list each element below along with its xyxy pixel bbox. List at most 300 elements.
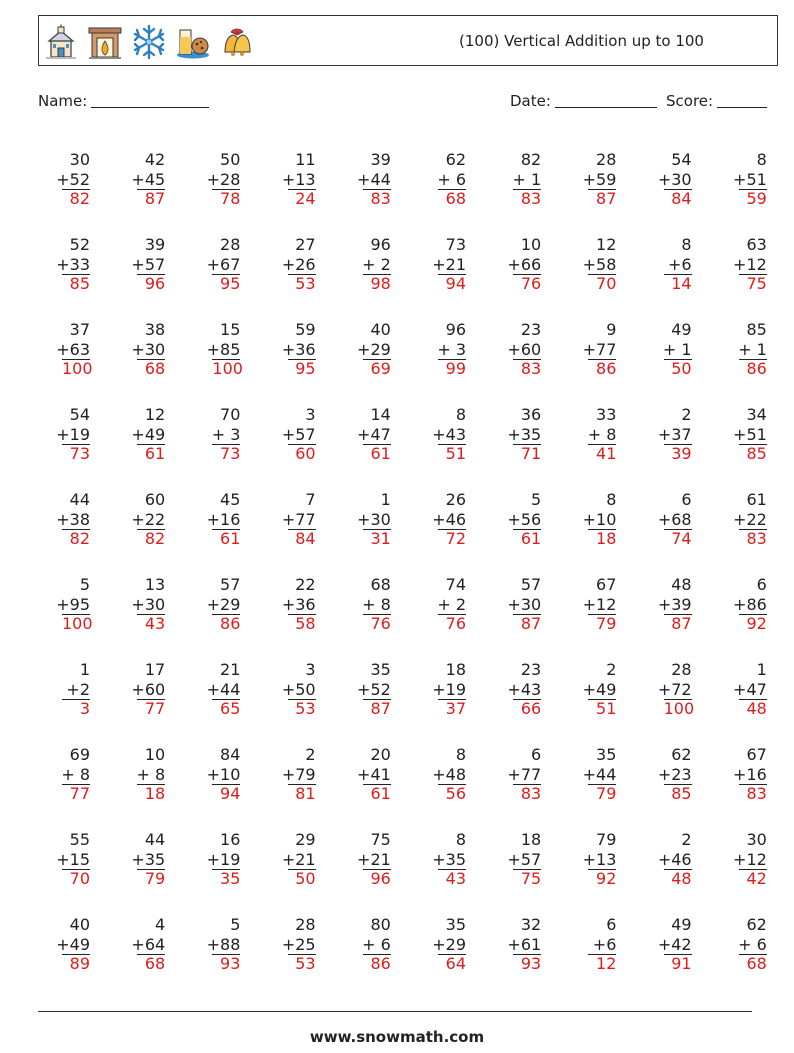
- addition-problem: [180, 915, 240, 974]
- first-addend: 6: [756, 575, 767, 594]
- answer-row: [556, 274, 616, 294]
- first-addend: 62: [445, 150, 466, 169]
- answer-row: [406, 784, 466, 804]
- answer-row: [256, 699, 316, 719]
- answer: 95: [288, 359, 316, 378]
- answer: 42: [739, 869, 767, 888]
- second-addend: +22: [733, 509, 767, 529]
- first-addend: 9: [606, 320, 617, 339]
- addition-problem: [256, 745, 316, 804]
- answer: 83: [513, 359, 541, 378]
- answer: 79: [588, 784, 616, 803]
- answer-row: [707, 274, 767, 294]
- addition-problem: [256, 235, 316, 294]
- answer-row: [256, 529, 316, 549]
- answer: 100: [663, 699, 695, 718]
- addition-problem: [256, 830, 316, 889]
- addition-problem: [406, 575, 466, 634]
- answer: 95: [212, 274, 240, 293]
- answer-row: [632, 359, 692, 379]
- answer: 18: [137, 784, 165, 803]
- second-addend: +35: [432, 849, 466, 869]
- answer-row: [331, 274, 391, 294]
- addition-problem: [481, 660, 541, 719]
- answer: 93: [212, 954, 240, 973]
- first-addend: 82: [520, 150, 542, 169]
- first-addend: 8: [681, 235, 692, 254]
- first-addend: 49: [671, 915, 692, 934]
- answer: 77: [62, 784, 90, 803]
- addition-problem: [707, 320, 767, 379]
- answer-row: [406, 359, 466, 379]
- answer-row: [707, 529, 767, 549]
- first-addend: 1: [380, 490, 391, 509]
- addition-problem: [30, 405, 90, 464]
- first-addend: 45: [220, 490, 241, 509]
- answer: 50: [664, 359, 692, 378]
- second-addend: +49: [56, 934, 90, 954]
- second-addend: + 6: [437, 169, 466, 189]
- second-addend: +43: [507, 679, 542, 699]
- addition-problem: [30, 575, 93, 634]
- second-addend: +25: [281, 934, 316, 954]
- addition-problem: [30, 915, 90, 974]
- second-addend: +12: [582, 594, 617, 614]
- answer-row: [556, 954, 616, 974]
- second-addend: +44: [582, 764, 617, 784]
- answer-row: [105, 274, 165, 294]
- first-addend: 29: [295, 830, 316, 849]
- addition-problem: [180, 490, 240, 549]
- first-addend: 28: [671, 660, 692, 679]
- answer: 84: [288, 529, 316, 548]
- answer-row: [632, 614, 692, 634]
- answer-row: [180, 444, 240, 464]
- answer: 48: [664, 869, 692, 888]
- answer-row: [256, 954, 316, 974]
- addition-problem: [406, 490, 466, 549]
- addition-problem: [556, 490, 616, 549]
- answer: 94: [212, 784, 240, 803]
- first-addend: 50: [220, 150, 241, 169]
- first-addend: 62: [746, 915, 767, 934]
- fireplace-icon: [87, 24, 123, 60]
- answer-row: [707, 869, 767, 889]
- first-addend: 20: [370, 745, 391, 764]
- answer: 85: [664, 784, 692, 803]
- answer-row: [707, 189, 767, 209]
- second-addend: +29: [432, 934, 466, 954]
- answer-row: [30, 529, 90, 549]
- answer-row: [180, 869, 240, 889]
- answer: 82: [62, 189, 90, 208]
- addition-problem: [331, 405, 391, 464]
- first-addend: 48: [671, 575, 692, 594]
- second-addend: +85: [206, 339, 241, 359]
- first-addend: 75: [370, 830, 391, 849]
- first-addend: 79: [596, 830, 617, 849]
- answer: 79: [588, 614, 616, 633]
- answer: 68: [739, 954, 767, 973]
- first-addend: 28: [295, 915, 316, 934]
- answer-row: [30, 274, 90, 294]
- first-addend: 61: [746, 490, 767, 509]
- first-addend: 2: [305, 745, 316, 764]
- answer-row: [331, 614, 391, 634]
- worksheet-header: [38, 15, 778, 66]
- answer: 60: [288, 444, 316, 463]
- answer: 78: [212, 189, 240, 208]
- score-label: Score:: [666, 92, 714, 110]
- addition-problem: [707, 915, 767, 974]
- second-addend: +57: [131, 254, 166, 274]
- first-addend: 13: [144, 575, 166, 594]
- second-addend: +13: [582, 849, 617, 869]
- first-addend: 67: [596, 575, 617, 594]
- second-addend: +21: [432, 254, 466, 274]
- answer-row: [256, 189, 316, 209]
- first-addend: 39: [370, 150, 391, 169]
- second-addend: +61: [507, 934, 542, 954]
- addition-problem: [331, 490, 391, 549]
- addition-problem: [331, 235, 391, 294]
- addition-problem: [481, 235, 541, 294]
- addition-problem: [556, 575, 616, 634]
- first-addend: 3: [305, 660, 316, 679]
- answer-row: [481, 274, 541, 294]
- first-addend: 27: [295, 235, 316, 254]
- first-addend: 32: [520, 915, 542, 934]
- second-addend: +49: [131, 424, 166, 444]
- answer-row: [30, 869, 90, 889]
- addition-problem: [105, 150, 165, 209]
- addition-problem: [481, 405, 541, 464]
- first-addend: 96: [445, 320, 466, 339]
- second-addend: +60: [507, 339, 542, 359]
- first-addend: 23: [520, 660, 542, 679]
- addition-problem: [556, 235, 616, 294]
- second-addend: +41: [357, 764, 391, 784]
- answer-row: [632, 954, 692, 974]
- addition-problem: [556, 660, 616, 719]
- addition-problem: [406, 150, 466, 209]
- addition-problem: [406, 405, 466, 464]
- first-addend: 67: [746, 745, 767, 764]
- first-addend: 85: [746, 320, 767, 339]
- first-addend: 84: [220, 745, 241, 764]
- answer-row: [707, 614, 767, 634]
- answer: 61: [137, 444, 165, 463]
- first-addend: 5: [79, 575, 90, 594]
- second-addend: +44: [206, 679, 241, 699]
- name-blank[interactable]: [91, 93, 209, 108]
- christmas-bells-icon: [219, 24, 255, 60]
- addition-problem: [180, 405, 240, 464]
- date-field[interactable]: [510, 92, 657, 110]
- second-addend: +35: [507, 424, 542, 444]
- answer: 76: [513, 274, 541, 293]
- first-addend: 57: [220, 575, 241, 594]
- answer-row: [30, 614, 93, 634]
- first-addend: 68: [370, 575, 391, 594]
- second-addend: +72: [657, 679, 692, 699]
- answer: 74: [664, 529, 692, 548]
- first-addend: 12: [596, 235, 617, 254]
- second-addend: +56: [507, 509, 542, 529]
- answer: 89: [62, 954, 90, 973]
- addition-problem: [180, 150, 240, 209]
- answer: 61: [513, 529, 541, 548]
- second-addend: +38: [56, 509, 90, 529]
- answer-row: [406, 699, 466, 719]
- answer: 43: [137, 614, 165, 633]
- answer-row: [481, 614, 541, 634]
- first-addend: 4: [155, 915, 166, 934]
- first-addend: 62: [671, 745, 692, 764]
- score-blank[interactable]: [717, 93, 767, 108]
- answer: 53: [288, 954, 316, 973]
- first-addend: 5: [531, 490, 542, 509]
- answer-row: [105, 444, 165, 464]
- addition-problem: [256, 575, 316, 634]
- second-addend: +19: [206, 849, 241, 869]
- first-addend: 2: [681, 830, 692, 849]
- addition-problem: [256, 320, 316, 379]
- addition-problem: [707, 490, 767, 549]
- second-addend: +43: [432, 424, 466, 444]
- addition-problem: [30, 320, 93, 379]
- answer: 73: [212, 444, 240, 463]
- second-addend: + 3: [437, 339, 466, 359]
- first-addend: 6: [531, 745, 542, 764]
- addition-problem: [707, 660, 767, 719]
- answer: 96: [363, 869, 391, 888]
- score-field[interactable]: [666, 92, 767, 110]
- answer-row: [481, 359, 541, 379]
- answer: 18: [588, 529, 616, 548]
- answer-row: [406, 529, 466, 549]
- answer: 86: [363, 954, 391, 973]
- addition-problem: [105, 575, 165, 634]
- first-addend: 42: [144, 150, 166, 169]
- addition-problem: [180, 235, 240, 294]
- addition-problem: [632, 490, 692, 549]
- second-addend: +77: [582, 339, 617, 359]
- first-addend: 55: [69, 830, 90, 849]
- first-addend: 69: [69, 745, 90, 764]
- first-addend: 52: [69, 235, 90, 254]
- answer: 68: [438, 189, 466, 208]
- addition-problem: [707, 575, 767, 634]
- addition-problem: [30, 830, 90, 889]
- answer: 83: [363, 189, 391, 208]
- addition-problem: [707, 830, 767, 889]
- second-addend: +29: [357, 339, 391, 359]
- footer-website: www.snowmath.com: [309, 1028, 485, 1046]
- second-addend: +12: [733, 849, 767, 869]
- answer: 58: [288, 614, 316, 633]
- second-addend: +67: [206, 254, 241, 274]
- answer-row: [406, 444, 466, 464]
- addition-problem: [30, 150, 90, 209]
- answer: 87: [664, 614, 692, 633]
- answer-row: [30, 954, 90, 974]
- date-blank[interactable]: [555, 93, 657, 108]
- answer: 73: [62, 444, 90, 463]
- addition-problem: [331, 320, 391, 379]
- answer-row: [406, 954, 466, 974]
- first-addend: 18: [520, 830, 542, 849]
- second-addend: +19: [56, 424, 90, 444]
- first-addend: 33: [596, 405, 617, 424]
- first-addend: 21: [220, 660, 241, 679]
- second-addend: +44: [357, 169, 391, 189]
- addition-problem: [707, 235, 767, 294]
- first-addend: 15: [220, 320, 241, 339]
- first-addend: 10: [144, 745, 166, 764]
- answer: 84: [664, 189, 692, 208]
- second-addend: +21: [281, 849, 316, 869]
- church-icon: [43, 24, 79, 60]
- answer: 93: [513, 954, 541, 973]
- answer-row: [105, 189, 165, 209]
- answer: 87: [588, 189, 616, 208]
- second-addend: + 2: [362, 254, 391, 274]
- second-addend: +77: [507, 764, 542, 784]
- answer-row: [30, 784, 90, 804]
- answer: 51: [588, 699, 616, 718]
- addition-problem: [481, 490, 541, 549]
- addition-problem: [30, 235, 90, 294]
- second-addend: +33: [56, 254, 90, 274]
- answer: 3: [62, 699, 90, 718]
- addition-problem: [180, 660, 240, 719]
- second-addend: +19: [432, 679, 466, 699]
- first-addend: 8: [606, 490, 617, 509]
- second-addend: +63: [56, 339, 90, 359]
- answer: 83: [513, 784, 541, 803]
- answer: 56: [438, 784, 466, 803]
- answer: 37: [438, 699, 466, 718]
- first-addend: 35: [445, 915, 466, 934]
- answer: 43: [438, 869, 466, 888]
- first-addend: 44: [144, 830, 166, 849]
- second-addend: + 6: [738, 934, 767, 954]
- addition-problem: [481, 745, 541, 804]
- second-addend: +16: [206, 509, 241, 529]
- addition-problem: [707, 150, 767, 209]
- answer-row: [481, 189, 541, 209]
- second-addend: +50: [281, 679, 316, 699]
- answer-row: [707, 954, 767, 974]
- second-addend: +15: [56, 849, 90, 869]
- second-addend: +68: [657, 509, 692, 529]
- header-icons: [43, 24, 255, 60]
- answer: 61: [212, 529, 240, 548]
- first-addend: 63: [746, 235, 767, 254]
- addition-problem: [406, 320, 466, 379]
- second-addend: +30: [357, 509, 391, 529]
- answer-row: [105, 529, 165, 549]
- answer-row: [556, 529, 616, 549]
- second-addend: +28: [206, 169, 241, 189]
- second-addend: + 1: [662, 339, 692, 359]
- name-label: Name:: [38, 92, 88, 110]
- second-addend: +51: [733, 424, 767, 444]
- answer-row: [256, 274, 316, 294]
- addition-problem: [331, 745, 391, 804]
- addition-problem: [180, 320, 243, 379]
- addition-problem: [632, 150, 692, 209]
- second-addend: +88: [206, 934, 241, 954]
- addition-problem: [256, 490, 316, 549]
- second-addend: +59: [582, 169, 617, 189]
- first-addend: 11: [295, 150, 316, 169]
- second-addend: +48: [432, 764, 466, 784]
- answer-row: [256, 869, 316, 889]
- first-addend: 2: [681, 405, 692, 424]
- first-addend: 28: [220, 235, 241, 254]
- answer: 51: [438, 444, 466, 463]
- answer: 76: [363, 614, 391, 633]
- answer-row: [105, 699, 165, 719]
- answer-row: [331, 784, 391, 804]
- addition-problem: [406, 235, 466, 294]
- first-addend: 39: [144, 235, 166, 254]
- first-addend: 6: [606, 915, 617, 934]
- name-field[interactable]: [38, 92, 209, 110]
- first-addend: 44: [69, 490, 90, 509]
- second-addend: +30: [131, 339, 166, 359]
- second-addend: +30: [507, 594, 542, 614]
- answer-row: [707, 444, 767, 464]
- answer: 53: [288, 699, 316, 718]
- first-addend: 35: [596, 745, 617, 764]
- second-addend: +95: [56, 594, 90, 614]
- first-addend: 2: [606, 660, 617, 679]
- first-addend: 60: [144, 490, 166, 509]
- answer: 82: [137, 529, 165, 548]
- first-addend: 74: [445, 575, 466, 594]
- first-addend: 26: [445, 490, 466, 509]
- second-addend: + 2: [437, 594, 466, 614]
- second-addend: +60: [131, 679, 166, 699]
- answer-row: [707, 699, 767, 719]
- second-addend: +64: [131, 934, 166, 954]
- first-addend: 57: [520, 575, 542, 594]
- answer: 87: [513, 614, 541, 633]
- addition-problem: [632, 320, 692, 379]
- first-addend: 16: [220, 830, 241, 849]
- addition-problem: [105, 745, 165, 804]
- first-addend: 37: [69, 320, 90, 339]
- first-addend: 28: [596, 150, 617, 169]
- first-addend: 10: [520, 235, 542, 254]
- answer-row: [180, 274, 240, 294]
- answer: 86: [739, 359, 767, 378]
- addition-problem: [481, 150, 541, 209]
- answer: 53: [288, 274, 316, 293]
- first-addend: 5: [230, 915, 241, 934]
- second-addend: +16: [733, 764, 767, 784]
- answer: 87: [363, 699, 391, 718]
- addition-problem: [331, 915, 391, 974]
- second-addend: + 8: [587, 424, 617, 444]
- second-addend: +29: [206, 594, 241, 614]
- addition-problem: [30, 660, 90, 719]
- addition-problem: [331, 660, 391, 719]
- first-addend: 30: [746, 830, 767, 849]
